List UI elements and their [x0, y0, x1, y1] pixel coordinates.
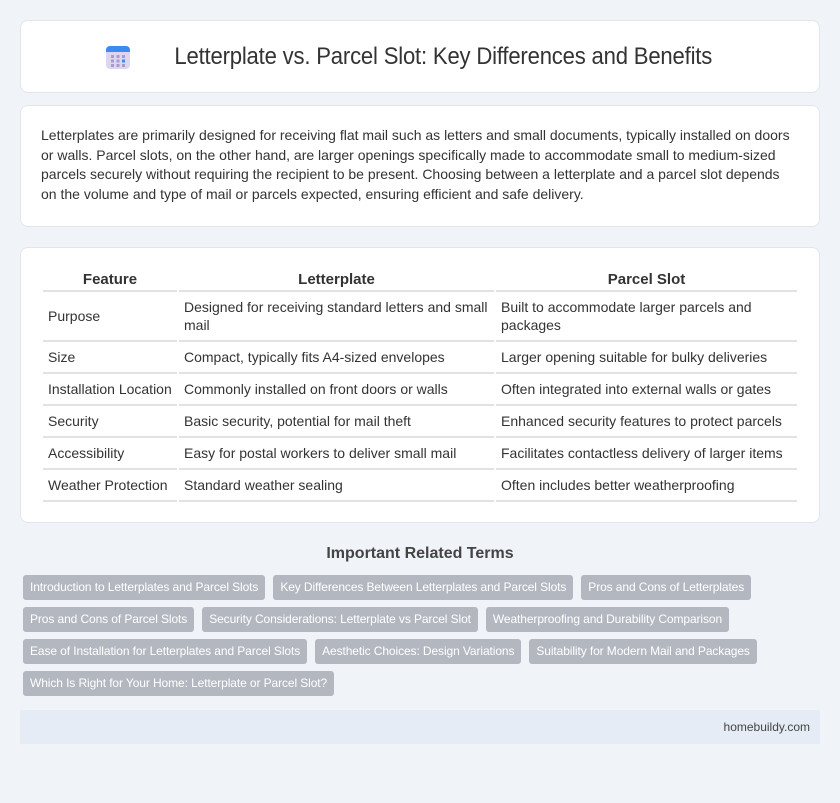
cell-feature: Weather Protection — [43, 470, 177, 502]
cell-letterplate: Compact, typically fits A4-sized envelopes — [179, 342, 494, 374]
table-row — [43, 374, 797, 406]
related-term-tag[interactable]: Key Differences Between Letterplates and Parcel Slots — [273, 575, 573, 600]
related-term-tag[interactable]: Security Considerations: Letterplate vs Parcel Slot — [202, 607, 478, 632]
cell-feature: Security — [43, 406, 177, 438]
calendar-icon — [105, 44, 131, 70]
footer-site-name: homebuildy.com — [723, 720, 810, 734]
cell-letterplate: Standard weather sealing — [179, 470, 494, 502]
cell-parcel-slot: Often integrated into external walls or gates — [496, 374, 797, 406]
comparison-table-card — [20, 247, 820, 523]
related-term-tag[interactable]: Suitability for Modern Mail and Packages — [529, 639, 756, 664]
related-terms-list — [20, 575, 820, 696]
table-row — [43, 292, 797, 342]
intro-card — [20, 105, 820, 227]
table-row — [43, 438, 797, 470]
related-term-tag[interactable]: Pros and Cons of Parcel Slots — [23, 607, 194, 632]
cell-letterplate: Easy for postal workers to deliver small mail — [179, 438, 494, 470]
cell-feature: Size — [43, 342, 177, 374]
related-term-tag[interactable]: Ease of Installation for Letterplates and Parcel Slots — [23, 639, 307, 664]
header-card — [20, 20, 820, 93]
related-term-tag[interactable]: Weatherproofing and Durability Comparison — [486, 607, 729, 632]
cell-feature: Accessibility — [43, 438, 177, 470]
footer — [20, 710, 820, 744]
header-letterplate: Letterplate — [179, 268, 494, 292]
table-row — [43, 342, 797, 374]
cell-feature: Purpose — [43, 292, 177, 342]
table-header-row — [43, 268, 797, 292]
cell-parcel-slot: Often includes better weatherproofing — [496, 470, 797, 502]
header-parcel-slot: Parcel Slot — [496, 268, 797, 292]
related-term-tag[interactable]: Introduction to Letterplates and Parcel Slots — [23, 575, 265, 600]
table-row — [43, 470, 797, 502]
cell-parcel-slot: Built to accommodate larger parcels and packages — [496, 292, 797, 342]
page-title: Letterplate vs. Parcel Slot: Key Differences and Benefits — [174, 42, 712, 70]
comparison-table — [41, 268, 799, 502]
cell-parcel-slot: Facilitates contactless delivery of larger items — [496, 438, 797, 470]
related-term-tag[interactable]: Aesthetic Choices: Design Variations — [315, 639, 521, 664]
cell-parcel-slot: Enhanced security features to protect parcels — [496, 406, 797, 438]
intro-paragraph: Letterplates are primarily designed for receiving flat mail such as letters and small documents, typically installed on doors or walls. Parcel slots, on the other hand, are larger openings specifically made to accommodate small to medium-sized parcels securely without requiring the recipient to be present. Choosing between a letterplate and a parcel slot depends on the volume and type of mail or parcels expected, ensuring efficient and safe delivery. — [41, 127, 790, 202]
related-terms-heading: Important Related Terms — [326, 545, 514, 562]
table-row — [43, 406, 797, 438]
cell-letterplate: Commonly installed on front doors or walls — [179, 374, 494, 406]
cell-feature: Installation Location — [43, 374, 177, 406]
cell-letterplate: Basic security, potential for mail theft — [179, 406, 494, 438]
cell-letterplate: Designed for receiving standard letters and small mail — [179, 292, 494, 342]
related-term-tag[interactable]: Which Is Right for Your Home: Letterplate or Parcel Slot? — [23, 671, 334, 696]
cell-parcel-slot: Larger opening suitable for bulky deliveries — [496, 342, 797, 374]
header-feature: Feature — [43, 268, 177, 292]
related-term-tag[interactable]: Pros and Cons of Letterplates — [581, 575, 751, 600]
